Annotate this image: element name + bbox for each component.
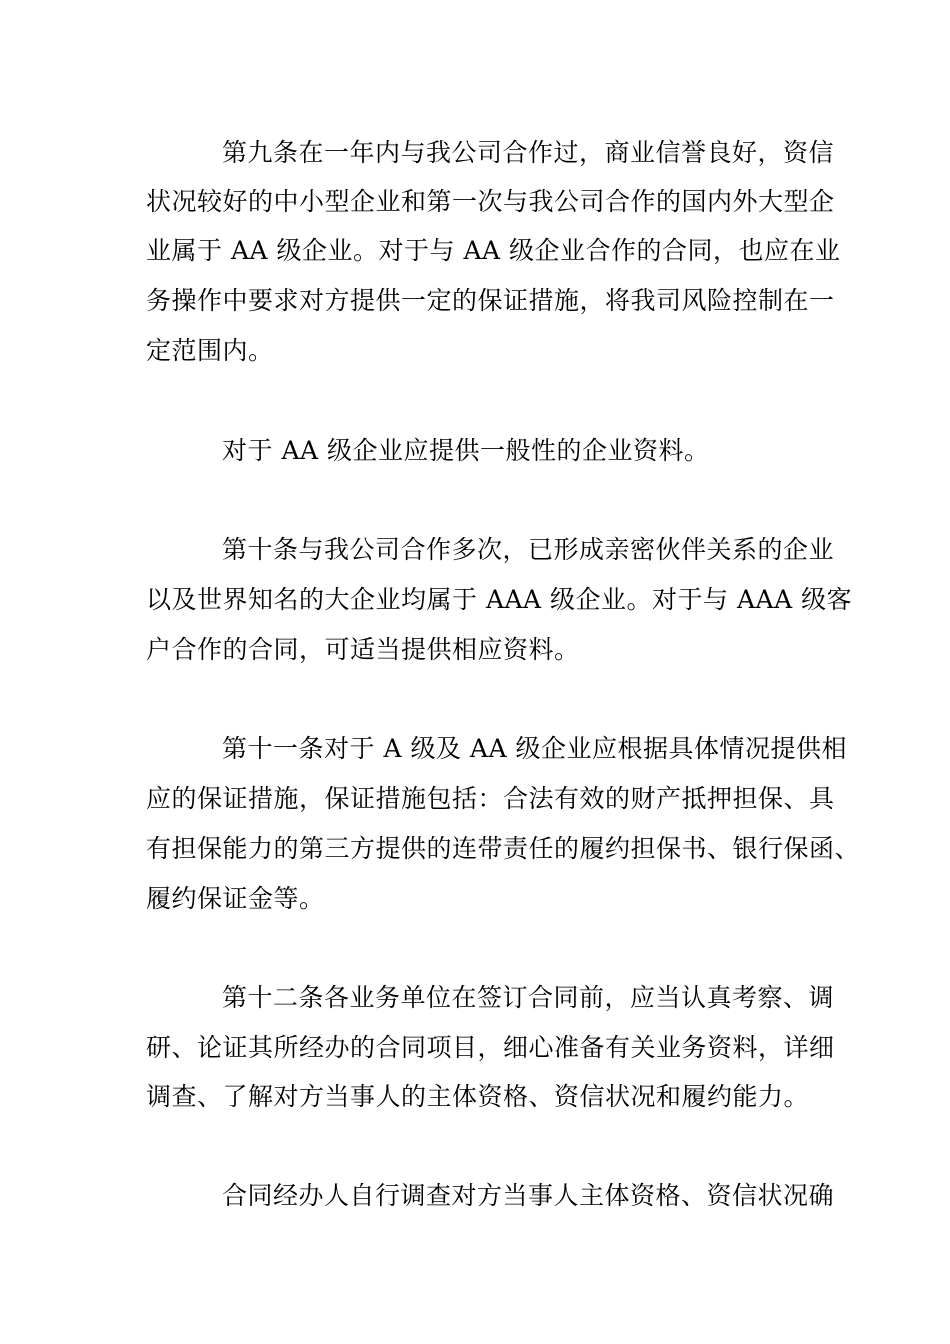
- text-line: 第九条在一年内与我公司合作过，商业信誉良好，资信: [222, 138, 835, 167]
- text-line: 以及世界知名的大企业均属于 AAA 级企业。对于与 AAA 级客: [146, 585, 853, 614]
- text-line: 状况较好的中小型企业和第一次与我公司合作的国内外大型企: [146, 187, 835, 216]
- text-line: 定范围内。: [146, 336, 274, 365]
- text-line: 履约保证金等。: [146, 884, 325, 913]
- text-line: 第十一条对于 A 级及 AA 级企业应根据具体情况提供相: [222, 734, 847, 763]
- text-line: 应的保证措施，保证措施包括：合法有效的财产抵押担保、具: [146, 784, 835, 813]
- text-line: 业属于 AA 级企业。对于与 AA 级企业合作的合同，也应在业: [146, 236, 841, 265]
- text-line: 对于 AA 级企业应提供一般性的企业资料。: [222, 436, 710, 465]
- text-line: 有担保能力的第三方提供的连带责任的履约担保书、银行保函、: [146, 834, 861, 863]
- text-line: 户合作的合同，可适当提供相应资料。: [146, 635, 580, 664]
- text-line: 调查、了解对方当事人的主体资格、资信状况和履约能力。: [146, 1082, 810, 1111]
- text-line: 第十二条各业务单位在签订合同前，应当认真考察、调: [222, 983, 835, 1012]
- text-line: 研、论证其所经办的合同项目，细心准备有关业务资料，详细: [146, 1033, 835, 1062]
- text-line: 务操作中要求对方提供一定的保证措施，将我司风险控制在一: [146, 286, 835, 315]
- text-line: 合同经办人自行调查对方当事人主体资格、资信状况确: [222, 1181, 835, 1210]
- text-line: 第十条与我公司合作多次，已形成亲密伙伴关系的企业: [222, 535, 835, 564]
